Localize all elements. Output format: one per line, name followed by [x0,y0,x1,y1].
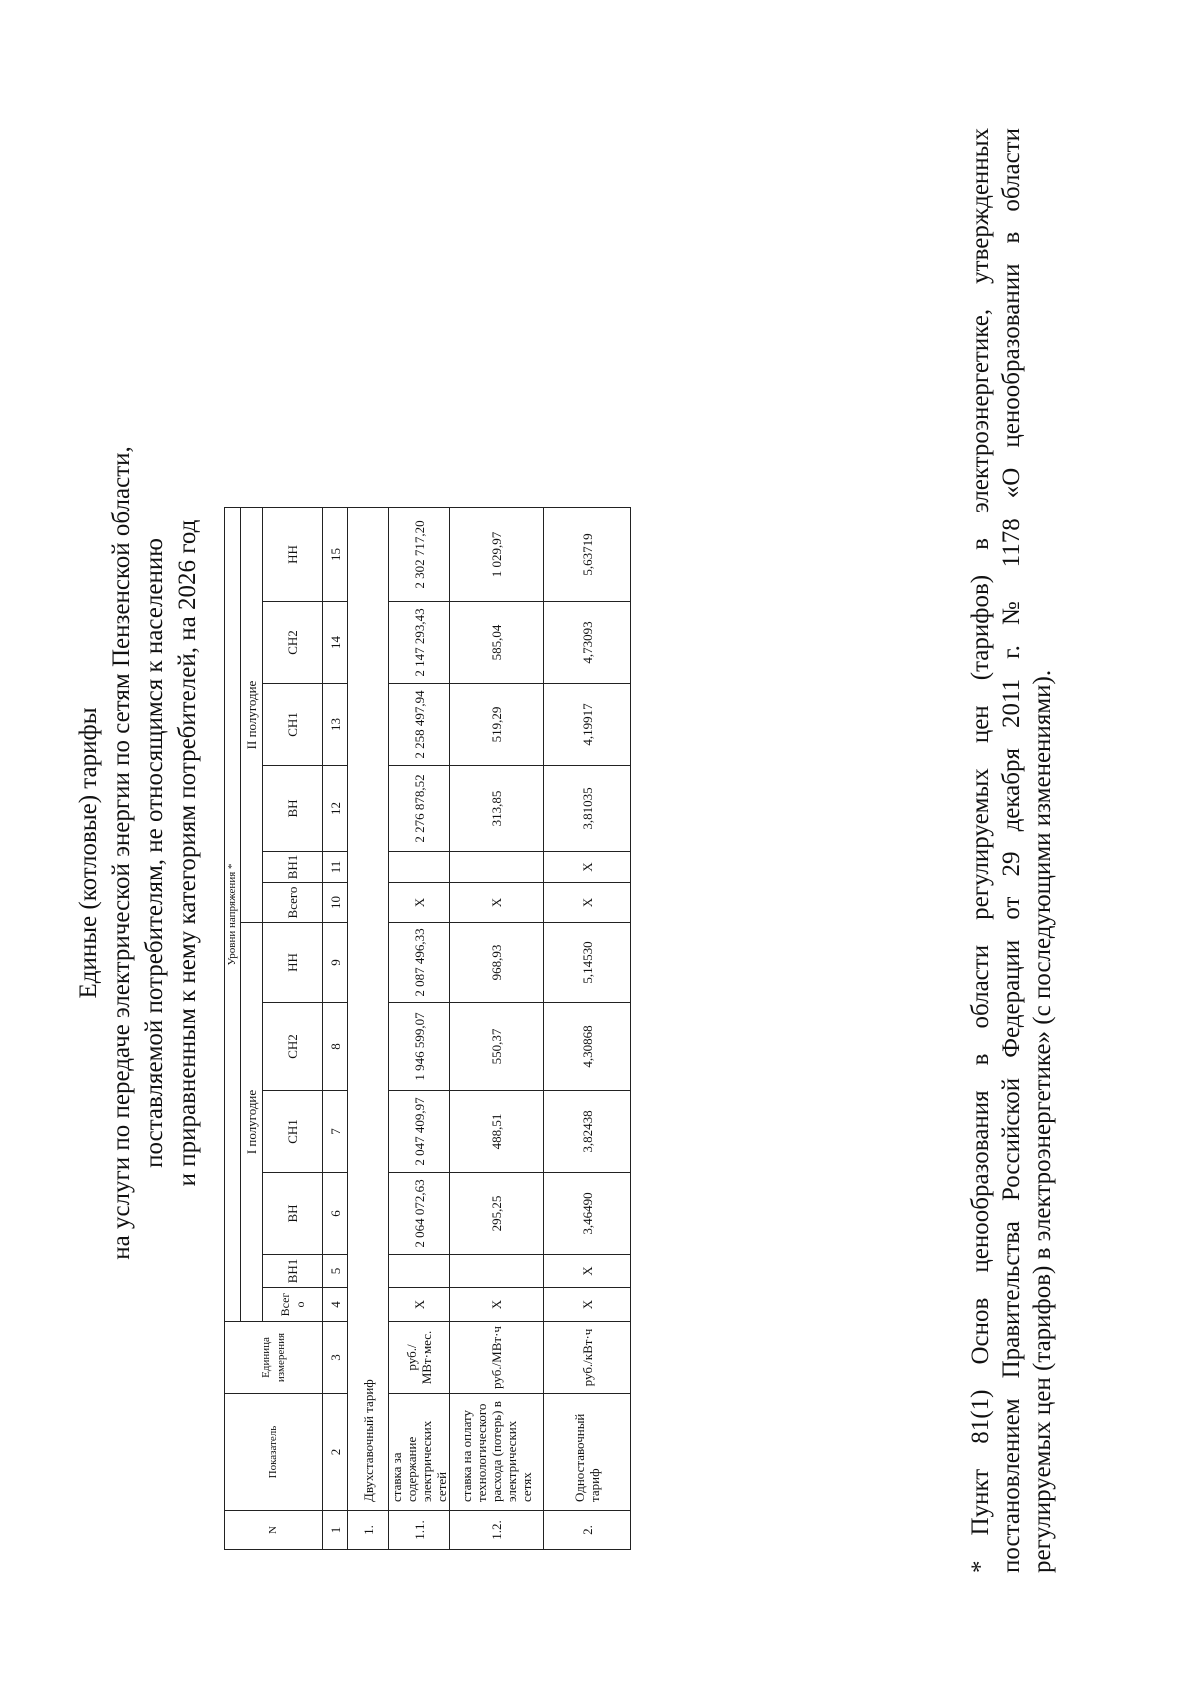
row-value: 585,04 [450,602,544,684]
document-title [72,188,204,1518]
section-row-two-rate [348,508,389,1550]
header-col: Всего [263,1288,323,1322]
header-col: Всего [263,883,323,923]
header-col: ВН [263,766,323,852]
column-number: 4 [323,1288,348,1322]
row-value: 5,63719 [544,508,631,602]
column-number: 8 [323,1003,348,1091]
row-value: 2 147 293,43 [389,602,450,684]
row-n: 1.1. [389,1511,450,1550]
row-value [450,1255,544,1288]
section-label: Двухставочный тариф [348,508,389,1511]
table-row [389,508,450,1550]
column-number: 1 [323,1511,348,1550]
row-value: X [544,883,631,923]
row-value: 488,51 [450,1091,544,1173]
row-label: ставка за содержание электрических сетей [389,1394,450,1511]
row-value: 5,14530 [544,923,631,1003]
column-number: 9 [323,923,348,1003]
row-value: X [544,1288,631,1322]
column-number: 10 [323,883,348,923]
header-col: ВН [263,1173,323,1255]
row-n: 1.2. [450,1511,544,1550]
row-value: 4,73093 [544,602,631,684]
footnote [965,128,1058,1573]
row-value: X [389,883,450,923]
column-number: 6 [323,1173,348,1255]
row-value: 519,29 [450,684,544,766]
row-value: X [544,852,631,883]
footnote-line-3: регулируемых цен (тарифов) в электроэнергетике» (с последующими изменениями). [1029,669,1056,1573]
tariff-table [224,507,631,1550]
row-value: 295,25 [450,1173,544,1255]
row-value: 313,85 [450,766,544,852]
header-col: СН1 [263,1091,323,1173]
row-value: 2 087 496,33 [389,923,450,1003]
column-number: 12 [323,766,348,852]
header-col: СН2 [263,602,323,684]
row-value [389,852,450,883]
row-value: 1 029,97 [450,508,544,602]
column-number: 7 [323,1091,348,1173]
column-number: 11 [323,852,348,883]
row-value: 2 047 409,97 [389,1091,450,1173]
column-number: 15 [323,508,348,602]
column-number: 5 [323,1255,348,1288]
row-value: 3,82438 [544,1091,631,1173]
row-value: 1 946 599,07 [389,1003,450,1091]
column-number: 2 [323,1394,348,1511]
header-col: СН1 [263,684,323,766]
row-value: 2 276 878,52 [389,766,450,852]
row-value: X [389,1288,450,1322]
row-value: 968,93 [450,923,544,1003]
row-value: 3,81035 [544,766,631,852]
title-line-4: и приравненным к нему категориям потребителей, на 2026 год [174,519,201,1187]
header-unit: Единица измерения [225,1322,323,1394]
title-line-3: поставляемой потребителям, не относящимся к населению [141,538,168,1168]
header-row-levels [225,508,241,1550]
row-value: 3,46490 [544,1173,631,1255]
table-row [544,508,631,1550]
column-number: 14 [323,602,348,684]
row-value: 2 302 717,20 [389,508,450,602]
header-row-numbers [323,508,348,1550]
title-line-2: на услуги по передаче электрической энергии по сетям Пензенской области, [108,446,135,1260]
header-indicator: Показатель [225,1394,323,1511]
row-label: ставка на оплату технологического расхода (потерь) в электрических сетях [450,1394,544,1511]
title-line-1: Единые (котловые) тарифы [75,707,102,999]
row-value: 2 064 072,63 [389,1173,450,1255]
header-voltage-levels: Уровни напряжения * [225,508,241,1322]
row-label: Одноставочный тариф [544,1394,631,1511]
row-unit: руб./МВт·мес. [389,1322,450,1394]
row-value: 4,30868 [544,1003,631,1091]
column-number: 13 [323,684,348,766]
header-col: ВН1 [263,1255,323,1288]
row-n: 2. [544,1511,631,1550]
footnote-line-1: * Пункт 81(1) Основ ценообразования в области регулируемых цен (тарифов) в электроэнергетике, утвержденных [967,128,994,1573]
header-n: N [225,1511,323,1550]
footnote-line-2: постановлением Правительства Российской Федерации от 29 декабря 2011 г. № 1178 «О ценообразовании в области [998,128,1025,1573]
header-half-1: I полугодие [241,923,263,1322]
row-unit: руб./МВт·ч [450,1322,544,1394]
row-value: X [544,1255,631,1288]
header-col: СН2 [263,1003,323,1091]
table-row [450,508,544,1550]
header-col: НН [263,508,323,602]
row-value: 2 258 497,94 [389,684,450,766]
header-col: ВН1 [263,852,323,883]
row-value: 550,37 [450,1003,544,1091]
section-n: 1. [348,1511,389,1550]
column-number: 3 [323,1322,348,1394]
row-unit: руб./кВт·ч [544,1322,631,1394]
header-half-2: II полугодие [241,508,263,923]
row-value [389,1255,450,1288]
row-value: X [450,883,544,923]
row-value: X [450,1288,544,1322]
header-col: НН [263,923,323,1003]
row-value: 4,19917 [544,684,631,766]
row-value [450,852,544,883]
